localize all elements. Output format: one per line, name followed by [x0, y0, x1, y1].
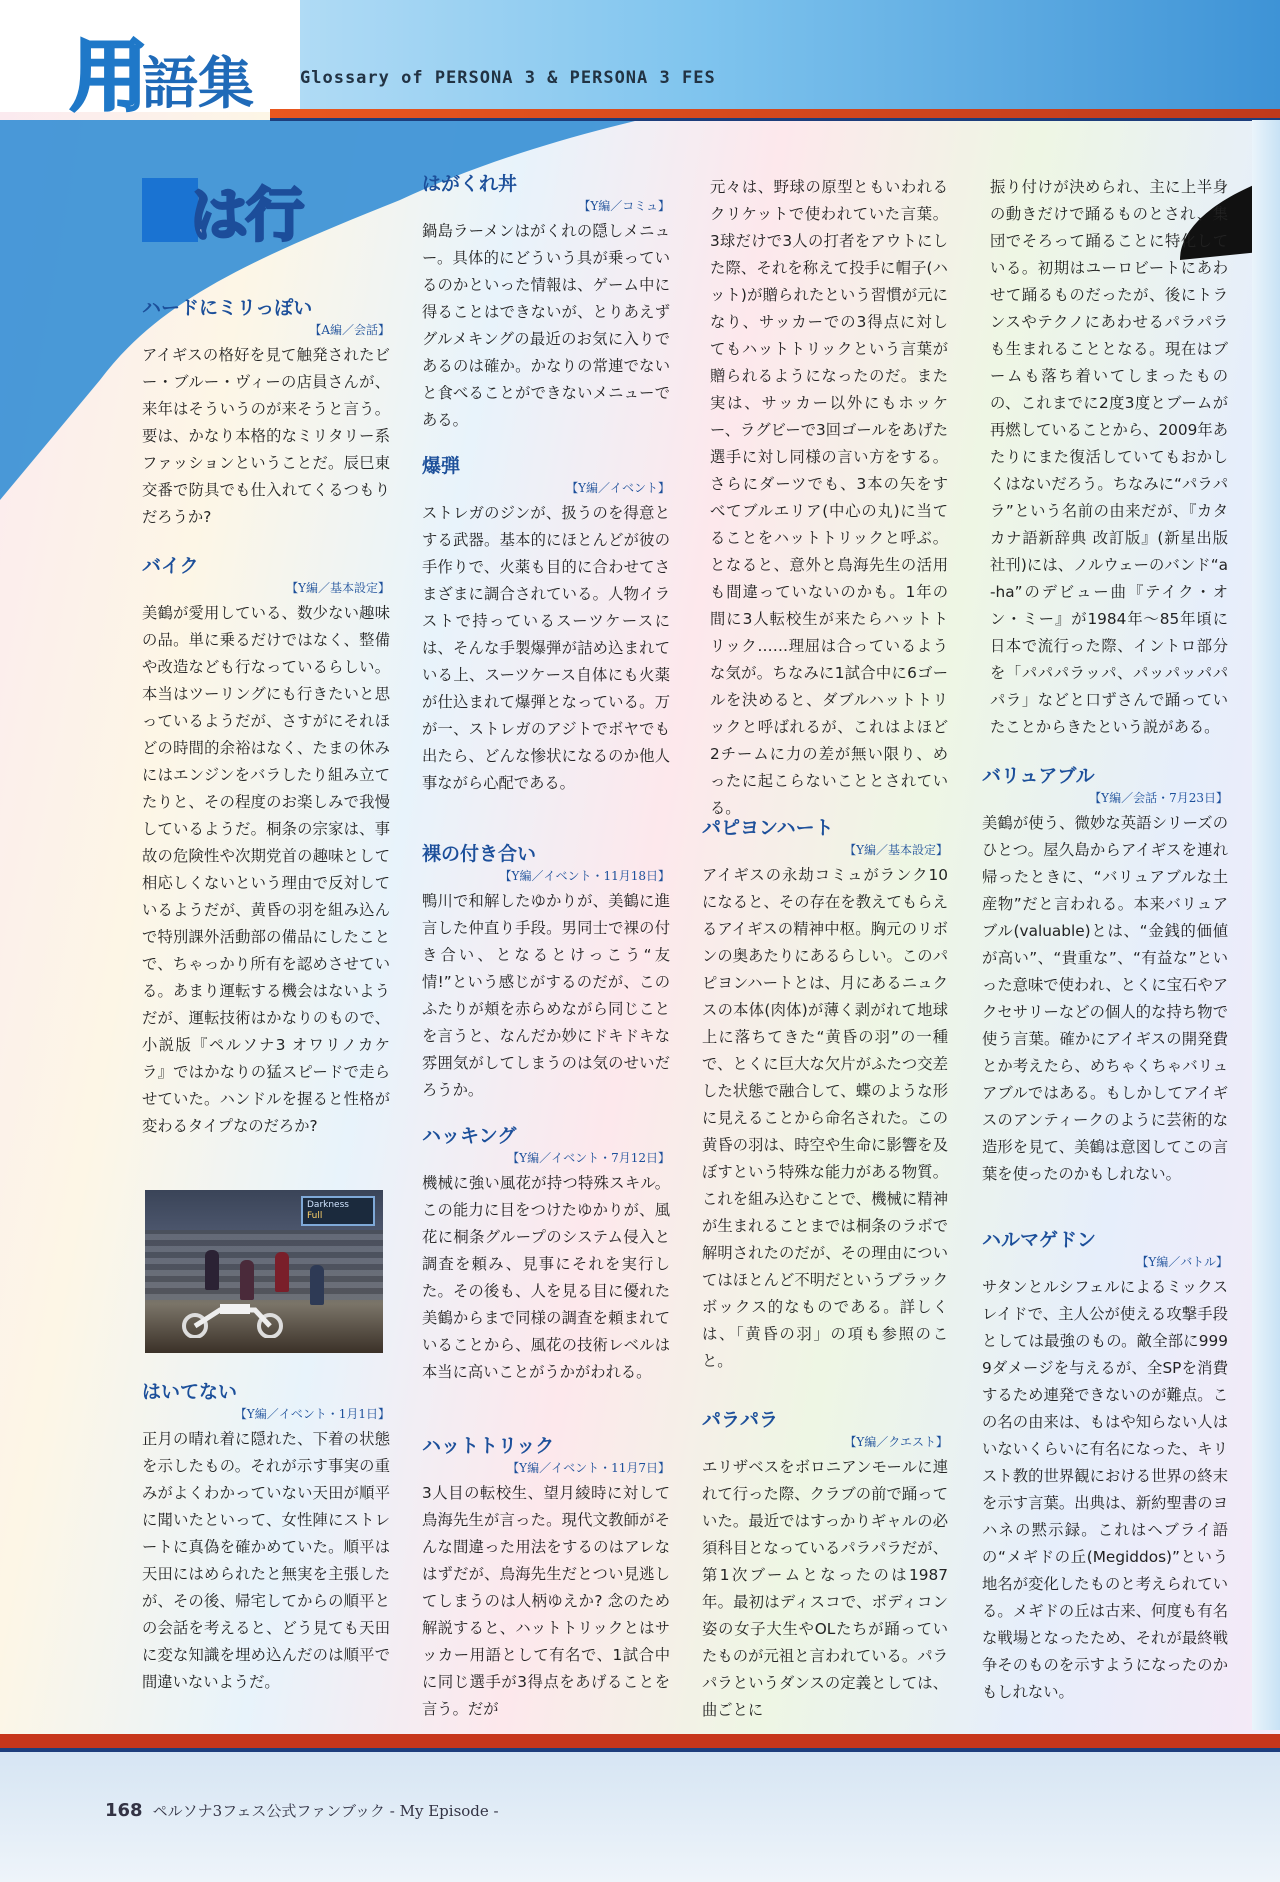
glossary-entry — [142, 554, 390, 1140]
character-figure — [240, 1260, 254, 1300]
game-screenshot — [145, 1190, 383, 1353]
glossary-entry — [982, 1228, 1228, 1706]
entry-title: パピヨンハート — [702, 817, 834, 839]
glossary-entry — [142, 1380, 390, 1696]
page-subtitle: Glossary of PERSONA 3 & PERSONA 3 FES — [300, 68, 716, 88]
entry-title: ハッキング — [422, 1125, 517, 1147]
entry-body: 3人目の転校生、望月綾時に対して鳥海先生が言った。現代文教師がそんな間違った用法をするのはアレなはずだが、鳥海先生だとつい見逃してしまうのは人柄ゆえか? 念のため解説すると、ハットトリックとはサッカー用語として有名で、1試合中に同じ選手が3得点をあげることを言う。だが — [422, 1484, 670, 1718]
entry-category: 【Y編／基本設定】 — [286, 581, 390, 595]
entry-body: アイギスの永劫コミュがランク10になると、その存在を教えてもらえるアイギスの精神中枢。胸元のリボンの奥あたりにあるらしい。このパピヨンハートとは、月にあるニュクスの本体(肉体)が薄く剥がれて地球上に落ちてきた“黄昏の羽”の一種で、とくに巨大な欠片がふたつ交差した状態で融合して、蝶のような形に見えることから命名された。この黄昏の羽は、時空や生命に影響を及ぼすという特殊な能力がある物質。これを組み込むことで、機械に精神が生まれることまでは桐条のラボで解明されたのだが、その理由についてはほとんど不明だというブラックボックス的なものである。詳しくは、「黄昏の羽」の項も参照のこと。 — [702, 866, 948, 1370]
character-figure — [310, 1265, 324, 1305]
glossary-entry-continued — [710, 174, 948, 822]
entry-category: 【Y編／イベント・11月18日】 — [499, 869, 670, 883]
entry-category: 【Y編／イベント・11月7日】 — [507, 1461, 670, 1475]
entry-title: 裸の付き合い — [422, 843, 537, 865]
entry-category: 【A編／会話】 — [309, 323, 390, 337]
entry-title: はいてない — [142, 1381, 238, 1403]
header-stripe-navy — [270, 118, 1280, 121]
entry-category: 【Y編／イベント】 — [566, 481, 670, 495]
glossary-entry — [702, 816, 948, 1375]
entry-category: 【Y編／コミュ】 — [578, 199, 670, 213]
entry-category: 【Y編／イベント・1月1日】 — [234, 1407, 390, 1421]
entry-body: 振り付けが決められ、主に上半身の動きだけで踊るものとされ、集団でそろって踊ることに特化している。初期はユーロビートにあわせて踊るものだったが、後にトランスやテクノにあわせるパラパラも生まれることとなる。現在はブームも落ち着いてしまったものの、これまでに2度3度とブームが再燃していることから、2009年あたりにまた復活していてもおかしくはないだろう。ちなみに“パラパラ”という名前の由来だが、『カタカナ語新辞典 改訂版』(新星出版社刊)には、ノルウェーのバンド“a-ha”のデビュー曲『テイク・オン・ミー』が1984年〜85年頃に日本で流行った際、イントロ部分を「パパパラッパ、パッパッパパパラ」などと口ずさんで踊っていたことからきたという説がある。 — [990, 178, 1228, 736]
entry-category: 【Y編／基本設定】 — [844, 843, 948, 857]
glossary-entry-continued — [990, 174, 1228, 741]
character-figure — [205, 1250, 219, 1290]
entry-body: 美鶴が愛用している、数少ない趣味の品。単に乗るだけではなく、整備や改造なども行なっているらしい。本当はツーリングにも行きたいと思っているようだが、さすがにそれほどの時間的余裕はなく、たまの休みにはエンジンをバラしたり組み立てたりと、その程度のお楽しみで我慢しているようだ。桐条の宗家は、事故の危険性や次期党首の趣味として相応しくないという理由で反対しているようだが、黄昏の羽を組み込んで特別課外活動部の備品にしたことで、ちゃっかり所有を認めさせている。あまり運転する機会はないようだが、運転技術はかなりのもので、小説版『ペルソナ3 オワリノカケラ』ではかなりの猛スピードで走らせていた。ハンドルを握ると性格が変わるタイプなのだろか? — [142, 604, 390, 1135]
right-edge-band — [1252, 120, 1280, 1730]
entry-title: ハルマゲドン — [982, 1229, 1097, 1251]
entry-category: 【Y編／バトル】 — [1136, 1255, 1228, 1269]
hud-label: Full — [307, 1211, 323, 1221]
entry-title: バリュアブル — [982, 765, 1095, 787]
entry-category: 【Y編／クエスト】 — [844, 1435, 948, 1449]
screenshot-steps — [145, 1230, 383, 1300]
footer-stripe-red — [0, 1734, 1280, 1748]
hud-text: Darkness — [307, 1200, 349, 1210]
entry-body: エリザベスをボロニアンモールに連れて行った際、クラブの前で踊っていた。最近ではすっかりギャルの必須科目となっているパラパラだが、第1次ブームとなったのは1987年。最初はディスコで、ボディコン姿の女子大生やOLたちが踊っていたものが元祖と言われている。パラパラというダンスの定義としては、曲ごとに — [702, 1458, 948, 1719]
section-title: は行 — [190, 181, 303, 249]
character-figure — [275, 1252, 289, 1292]
entry-body: 美鶴が使う、微妙な英語シリーズのひとつ。屋久島からアイギスを連れ帰ったときに、“バリュアブルな土産物”だと言われる。本来バリュアブル(valuable)とは、“金銭的価値が高い”、“貴重な”、“有益な”といった意味で使われ、とくに宝石やアクセサリーなどの個人的な持ち物で使う言葉。確かにアイギスの開発費とか考えたら、めちゃくちゃバリュアブルではある。もしかしてアイギスのアンティークのように芸術的な造形を見て、美鶴は意図してこの言葉を使ったのかもしれない。 — [982, 814, 1228, 1183]
glossary-entry — [422, 842, 670, 1104]
entry-category: 【Y編／会話・7月23日】 — [1089, 791, 1228, 805]
motorcycle-icon — [175, 1298, 295, 1338]
title-rest: 語集 — [142, 52, 255, 117]
glossary-entry — [422, 454, 670, 797]
glossary-entry — [702, 1408, 948, 1724]
entry-title: パラパラ — [702, 1409, 779, 1431]
entry-title: はがくれ丼 — [422, 173, 518, 195]
entry-body: 鴨川で和解したゆかりが、美鶴に進言した仲直り手段。男同士で裸の付き合い、となるとけっこう“友情!”という感じがするのだが、このふたりが頬を赤らめながら同じことを言うと、なんだか妙にドキドキな雰囲気がしてしまうのは気のせいだろうか。 — [422, 892, 670, 1099]
glossary-entry — [422, 1124, 670, 1386]
glossary-entry — [422, 172, 670, 434]
book-title: ペルソナ3フェス公式ファンブック - My Episode - — [152, 1802, 499, 1820]
glossary-entry — [422, 1434, 670, 1723]
entry-category: 【Y編／イベント・7月12日】 — [507, 1151, 670, 1165]
page-title — [70, 14, 254, 126]
entry-body: 正月の晴れ着に隠れた、下着の状態を示したもの。それが示す事実の重みがよくわかっていない天田が順平に聞いたといって、女性陣にストレートに真偽を確かめていた。順平は天田にはめられたと無実を主張したが、その後、帰宅してからの順平との会話を考えると、どう見ても天田に変な知識を埋め込んだのは順平で間違いないようだ。 — [142, 1430, 390, 1691]
title-main: 用 — [70, 32, 143, 122]
entry-body: アイギスの格好を見て触発されたビー・ブルー・ヴィーの店員さんが、来年はそういうのが来そうと言う。要は、かなり本格的なミリタリー系ファッションということだ。辰巳東交番で防具でも仕入れてくるつもりだろうか? — [142, 346, 390, 526]
glossary-entry — [142, 296, 390, 531]
entry-body: 鍋島ラーメンはがくれの隠しメニュー。具体的にどういう具が乗っているのかといった情報は、ゲーム中に得ることはできないが、とりあえずグルメキングの最近のお気に入りであるのは確か。かなりの常連でないと食べることができないメニューである。 — [422, 222, 670, 429]
entry-body: 元々は、野球の原型ともいわれるクリケットで使われていた言葉。3球だけで3人の打者をアウトにした際、それを称えて投手に帽子(ハット)が贈られたという習慣が元になり、サッカーでの3得点に対してもハットトリックという言葉が贈られるようになったのだ。また実は、サッカー以外にもホッケー、ラグビーで3回ゴールをあげた選手に対し同様の言い方をする。さらにダーツでも、3本の矢をすべてブルエリア(中心の丸)に当てることをハットトリックと呼ぶ。となると、意外と鳥海先生の活用も間違っていないのかも。1年の間に3人転校生が来たらハットトリック……理屈は合っているような気が。ちなみに1試合中に6ゴールを決めると、ダブルハットトリックと呼ばれるが、これはよほど2チームに力の差が無い限り、めったに起こらないこととされている。 — [710, 178, 948, 817]
entry-title: 爆弾 — [422, 455, 461, 477]
glossary-entry — [982, 764, 1228, 1188]
page-footer — [105, 1800, 499, 1821]
page-number: 168 — [105, 1800, 143, 1821]
entry-body: ストレガのジンが、扱うのを得意とする武器。基本的にほとんどが彼の手作りで、火薬も目的に合わせてさまざまに調合されている。人物イラストで持っているスーツケースには、そんな手製爆弾が詰め込まれている上、スーツケース自体にも火薬が仕込まれて爆弾となっている。万が一、ストレガのアジトでボヤでも出たら、どんな惨状になるのか他人事ながら心配である。 — [422, 504, 670, 792]
entry-title: ハードにミリっぽい — [142, 297, 313, 319]
entry-body: 機械に強い風花が持つ特殊スキル。この能力に目をつけたゆかりが、風花に桐条グループのシステム侵入と調査を頼み、見事にそれを実行した。その後も、人を見る目に優れた美鶴からまで同様の調査を頼まれていることから、風花の技術レベルは本当に高いことがうかがわれる。 — [422, 1174, 670, 1381]
entry-title: バイク — [142, 555, 199, 577]
entry-body: サタンとルシフェルによるミックスレイドで、主人公が使える攻撃手段としては最強のもの。敵全部に9999ダメージを与えるが、全SPを消費するため連発できないのが難点。この名の由来は、もはや知らない人はいないくらいに有名になった、キリスト教的世界観における世界の終末を示す言葉。出典は、新約聖書のヨハネの黙示録。これはヘブライ語の“メギドの丘(Megiddos)”という地名が変化したものと考えられている。メギドの丘は古来、何度も有名な戦場となったため、それが最終戦争そのものを示すようになったのかもしれない。 — [982, 1278, 1228, 1701]
entry-title: ハットトリック — [422, 1435, 555, 1457]
header-stripe-red — [270, 109, 1280, 118]
screenshot-hud — [301, 1196, 375, 1226]
